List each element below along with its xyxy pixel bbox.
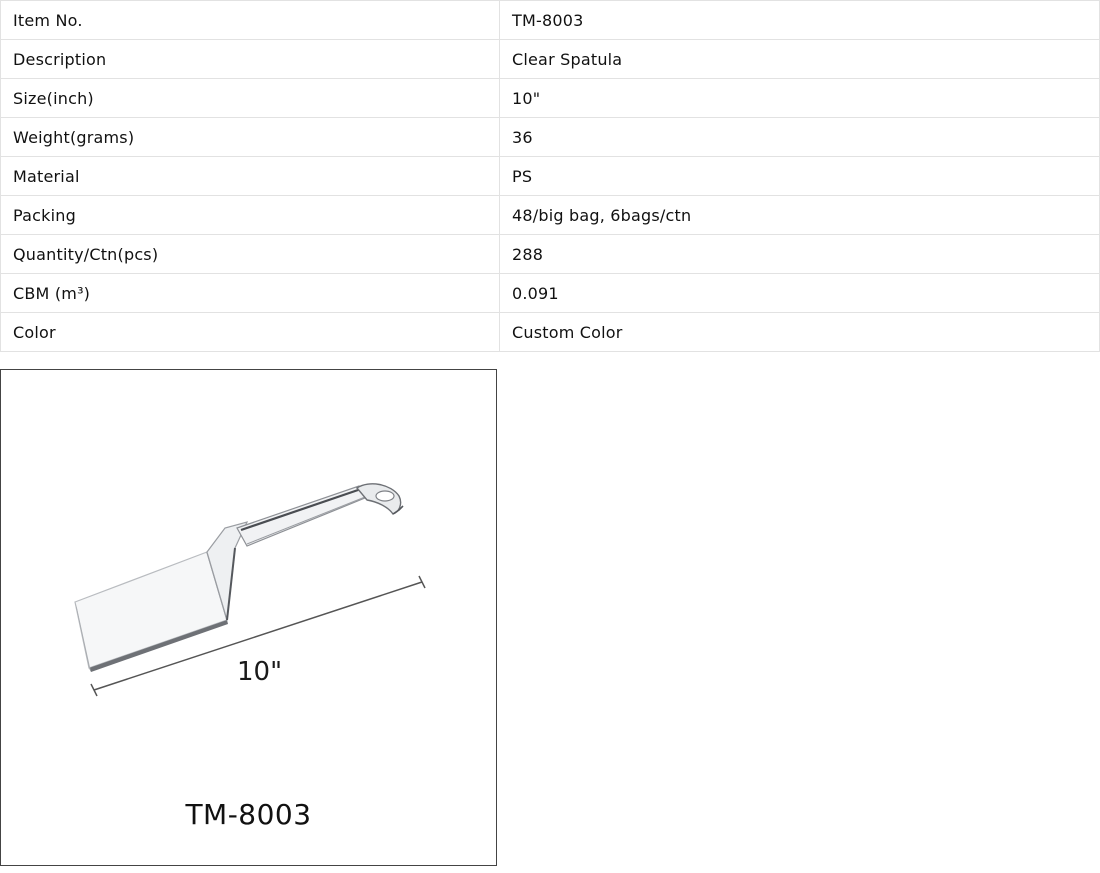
spec-label: Packing (1, 196, 500, 235)
spec-value: Custom Color (500, 313, 1100, 352)
spec-label: Size(inch) (1, 79, 500, 118)
spec-label: Color (1, 313, 500, 352)
table-row (1, 40, 1100, 79)
spec-value: 48/big bag, 6bags/ctn (500, 196, 1100, 235)
spec-label: Item No. (1, 1, 500, 40)
spec-value: 36 (500, 118, 1100, 157)
spatula-handle (237, 484, 403, 546)
table-row (1, 79, 1100, 118)
spec-value: Clear Spatula (500, 40, 1100, 79)
spec-value: 10" (500, 79, 1100, 118)
spec-table (0, 0, 1100, 352)
table-row (1, 274, 1100, 313)
table-row (1, 196, 1100, 235)
spec-label: Weight(grams) (1, 118, 500, 157)
table-row (1, 118, 1100, 157)
spec-value: 288 (500, 235, 1100, 274)
spec-label: Quantity/Ctn(pcs) (1, 235, 500, 274)
spatula-illustration (1, 370, 496, 865)
product-image-frame (0, 369, 497, 866)
spec-value: TM-8003 (500, 1, 1100, 40)
model-label: TM-8003 (185, 798, 312, 831)
spec-label: Description (1, 40, 500, 79)
table-row (1, 157, 1100, 196)
table-row (1, 313, 1100, 352)
spec-label: Material (1, 157, 500, 196)
table-row (1, 1, 1100, 40)
spec-label: CBM (m³) (1, 274, 500, 313)
table-row (1, 235, 1100, 274)
size-label: 10" (237, 657, 283, 687)
spec-value: PS (500, 157, 1100, 196)
spec-value: 0.091 (500, 274, 1100, 313)
